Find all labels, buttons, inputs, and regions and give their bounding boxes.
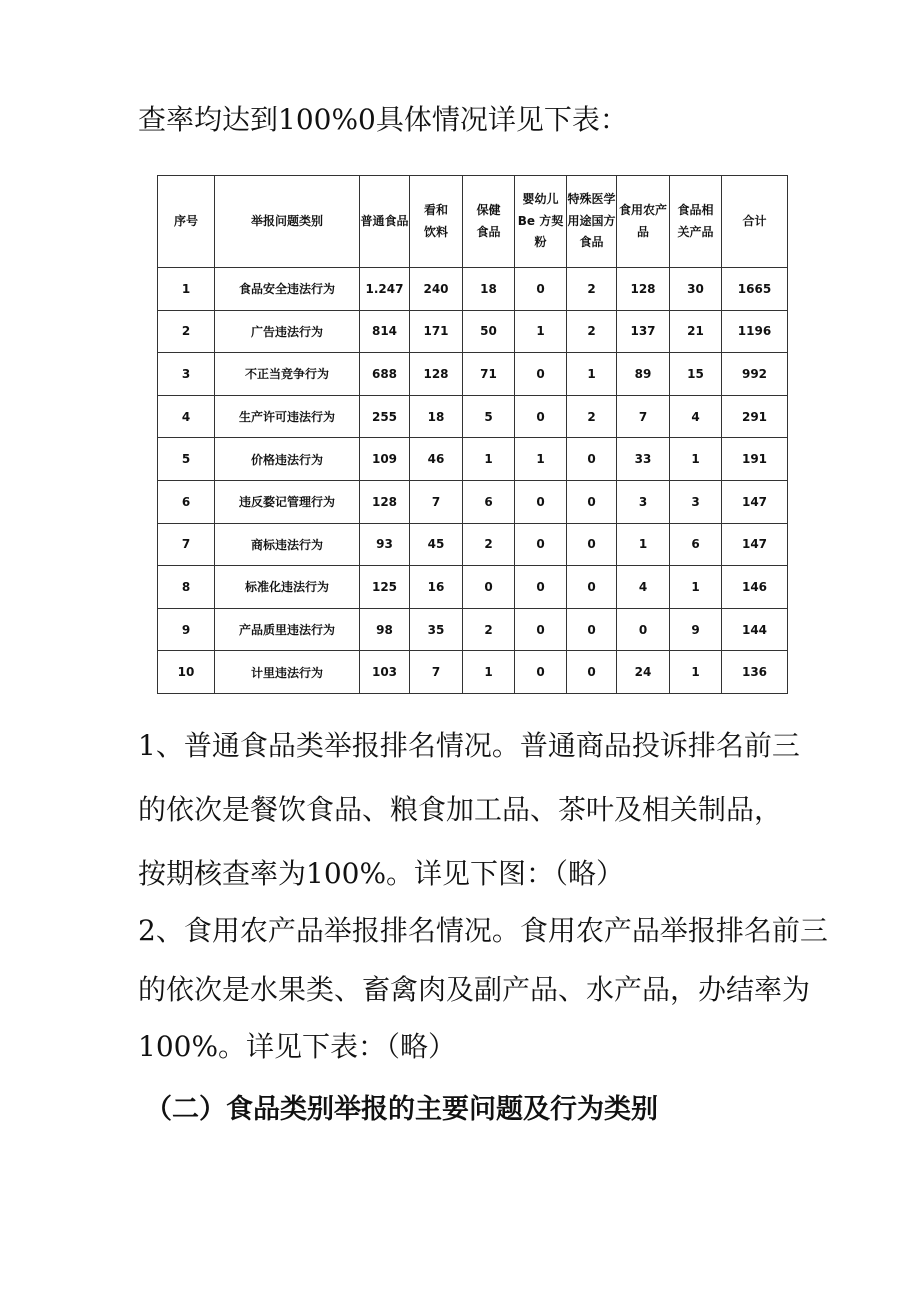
value-cell: 103: [360, 651, 410, 694]
value-cell: 93: [360, 523, 410, 566]
value-cell: 136: [722, 651, 788, 694]
value-cell: 0: [567, 566, 617, 609]
value-cell: 45: [410, 523, 463, 566]
table-row: [158, 523, 788, 566]
value-cell: 0: [515, 480, 567, 523]
value-cell: 3: [670, 480, 722, 523]
category-cell: 价格违法行为: [215, 438, 360, 481]
category-cell: 不正当竞争行为: [215, 353, 360, 396]
table-row: [158, 395, 788, 438]
value-cell: 6: [670, 523, 722, 566]
value-cell: 0: [515, 353, 567, 396]
value-cell: 21: [670, 310, 722, 353]
value-cell: 1: [515, 438, 567, 481]
value-cell: 46: [410, 438, 463, 481]
value-cell: 240: [410, 268, 463, 311]
row-number-cell: 3: [158, 353, 215, 396]
value-cell: 0: [463, 566, 515, 609]
category-cell: 计里违法行为: [215, 651, 360, 694]
row-number-cell: 4: [158, 395, 215, 438]
table-body: [158, 268, 788, 694]
row-number-cell: 1: [158, 268, 215, 311]
value-cell: 1: [670, 438, 722, 481]
value-cell: 1: [567, 353, 617, 396]
value-cell: 125: [360, 566, 410, 609]
value-cell: 0: [617, 608, 670, 651]
header-cell-2: 普通食品: [360, 176, 410, 268]
paragraph-1-line-3: 按期核查率为100%。详见下图：（略）: [138, 857, 625, 890]
category-cell: 生产许可违法行为: [215, 395, 360, 438]
table-row: [158, 353, 788, 396]
value-cell: 5: [463, 395, 515, 438]
value-cell: 2: [463, 523, 515, 566]
value-cell: 109: [360, 438, 410, 481]
value-cell: 0: [567, 438, 617, 481]
value-cell: 9: [670, 608, 722, 651]
value-cell: 128: [617, 268, 670, 311]
value-cell: 6: [463, 480, 515, 523]
row-number-cell: 9: [158, 608, 215, 651]
category-cell: 食品安全违法行为: [215, 268, 360, 311]
header-cell-5: 婴幼儿 Be 方契 粉: [515, 176, 567, 268]
table-row: [158, 608, 788, 651]
value-cell: 255: [360, 395, 410, 438]
header-cell-8: 食品相 关产品: [670, 176, 722, 268]
value-cell: 7: [410, 651, 463, 694]
section-heading: （二）食品类别举报的主要问题及行为类别: [145, 1094, 658, 1125]
value-cell: 137: [617, 310, 670, 353]
value-cell: 1: [515, 310, 567, 353]
value-cell: 7: [617, 395, 670, 438]
value-cell: 814: [360, 310, 410, 353]
value-cell: 24: [617, 651, 670, 694]
value-cell: 191: [722, 438, 788, 481]
value-cell: 1196: [722, 310, 788, 353]
value-cell: 35: [410, 608, 463, 651]
value-cell: 0: [515, 268, 567, 311]
value-cell: 0: [567, 651, 617, 694]
header-cell-1: 举报问题类别: [215, 176, 360, 268]
value-cell: 128: [360, 480, 410, 523]
paragraph-2-line-2: 的依次是水果类、畜禽肉及副产品、水产品，办结率为: [138, 973, 811, 1006]
value-cell: 0: [567, 480, 617, 523]
paragraph-1-line-1: 1、普通食品类举报排名情况。普通商品投诉排名前三: [138, 729, 800, 762]
value-cell: 2: [567, 395, 617, 438]
value-cell: 4: [670, 395, 722, 438]
table-row: [158, 438, 788, 481]
category-cell: 违反婺记管理行为: [215, 480, 360, 523]
value-cell: 98: [360, 608, 410, 651]
value-cell: 18: [463, 268, 515, 311]
category-cell: 标准化违法行为: [215, 566, 360, 609]
value-cell: 50: [463, 310, 515, 353]
report-table: [157, 175, 788, 694]
value-cell: 30: [670, 268, 722, 311]
value-cell: 128: [410, 353, 463, 396]
value-cell: 992: [722, 353, 788, 396]
header-cell-6: 特殊医学 用途国方 食品: [567, 176, 617, 268]
category-cell: 产品质里违法行为: [215, 608, 360, 651]
value-cell: 144: [722, 608, 788, 651]
value-cell: 3: [617, 480, 670, 523]
value-cell: 7: [410, 480, 463, 523]
row-number-cell: 2: [158, 310, 215, 353]
category-cell: 商标违法行为: [215, 523, 360, 566]
row-number-cell: 8: [158, 566, 215, 609]
value-cell: 33: [617, 438, 670, 481]
category-cell: 广告违法行为: [215, 310, 360, 353]
value-cell: 71: [463, 353, 515, 396]
value-cell: 0: [567, 608, 617, 651]
table-row: [158, 268, 788, 311]
row-number-cell: 6: [158, 480, 215, 523]
value-cell: 2: [567, 268, 617, 311]
value-cell: 1: [670, 651, 722, 694]
row-number-cell: 10: [158, 651, 215, 694]
header-cell-7: 食用农产 品: [617, 176, 670, 268]
header-cell-3: 看和 饮料: [410, 176, 463, 268]
value-cell: 1: [463, 651, 515, 694]
value-cell: 0: [515, 523, 567, 566]
paragraph-2-line-1: 2、食用农产品举报排名情况。食用农产品举报排名前三: [138, 914, 828, 947]
value-cell: 2: [463, 608, 515, 651]
header-cell-9: 合计: [722, 176, 788, 268]
value-cell: 1665: [722, 268, 788, 311]
table-header-row: [158, 176, 788, 268]
table-row: [158, 566, 788, 609]
value-cell: 18: [410, 395, 463, 438]
value-cell: 0: [515, 566, 567, 609]
row-number-cell: 7: [158, 523, 215, 566]
paragraph-1-line-2: 的依次是餐饮食品、粮食加工品、茶叶及相关制品，: [138, 793, 783, 826]
value-cell: 1: [670, 566, 722, 609]
value-cell: 89: [617, 353, 670, 396]
value-cell: 2: [567, 310, 617, 353]
value-cell: 147: [722, 480, 788, 523]
value-cell: 0: [567, 523, 617, 566]
value-cell: 171: [410, 310, 463, 353]
table-row: [158, 480, 788, 523]
value-cell: 147: [722, 523, 788, 566]
value-cell: 4: [617, 566, 670, 609]
row-number-cell: 5: [158, 438, 215, 481]
header-cell-4: 保健 食品: [463, 176, 515, 268]
value-cell: 688: [360, 353, 410, 396]
value-cell: 1: [617, 523, 670, 566]
intro-line: 查率均达到100%0具体情况详见下表：: [138, 103, 628, 136]
header-cell-0: 序号: [158, 176, 215, 268]
value-cell: 0: [515, 651, 567, 694]
value-cell: 15: [670, 353, 722, 396]
value-cell: 1.247: [360, 268, 410, 311]
table-row: [158, 651, 788, 694]
value-cell: 291: [722, 395, 788, 438]
value-cell: 146: [722, 566, 788, 609]
value-cell: 0: [515, 608, 567, 651]
table-row: [158, 310, 788, 353]
value-cell: 0: [515, 395, 567, 438]
value-cell: 16: [410, 566, 463, 609]
paragraph-2-line-3: 100%。详见下表：（略）: [138, 1030, 457, 1063]
value-cell: 1: [463, 438, 515, 481]
